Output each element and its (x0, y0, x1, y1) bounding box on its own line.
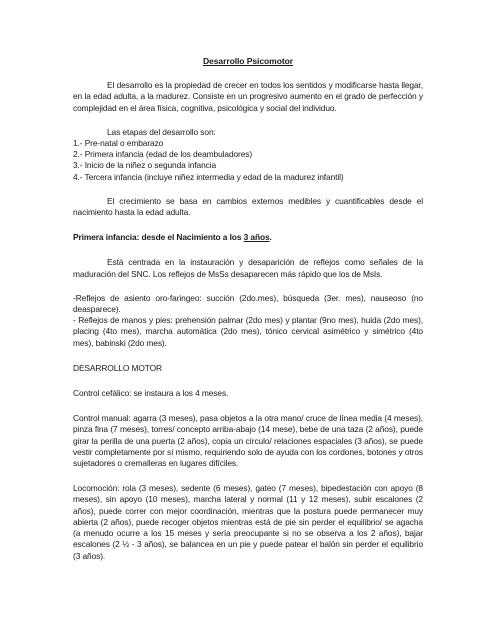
section-heading-prefix: Primera infancia: desde el Nacimiento a los (73, 232, 244, 243)
cephalic-paragraph: Control cefálico: se instaura a los 4 meses. (73, 388, 229, 399)
section1-paragraph: Está centrada en la instauración y desaparición de reflejos como señales de la maduración del SNC. Los reflejos de MsSs desaparecen más rápido que los de MsIs. (73, 257, 423, 279)
section-heading-primera-infancia (73, 232, 423, 243)
reflexes-manos-pies: - Reflejos de manos y pies: prehensión palmar (2do mes) y plantar (9no mes), huida (2do mes), placing (4to mes), marcha automática (2do mes), tónico cervical asimétrico y simétrico (4to mes), babinski (2do mes). (73, 315, 423, 348)
stages-heading: Las etapas del desarrollo son: (107, 126, 216, 137)
section-heading-suffix: . (269, 232, 272, 243)
list-item: 4.- Tercera infancia (incluye niñez intermedia y edad de la madurez infantil) (73, 171, 344, 182)
document-title: Desarrollo Psicomotor (202, 56, 294, 66)
stages-list (73, 138, 423, 183)
list-item: 3.- Inicio de la niñez o segunda infancia (73, 160, 217, 171)
document-page (73, 56, 423, 562)
manual-paragraph: Control manual: agarra (3 meses), pasa objetos a la otra mano/ cruce de línea media (4 meses), pinza fina (7 meses), torres/ concepto arriba-abajo (14 mese), bebe de una taza (2 años), puede girar la perilla de una puerta (2 años), copia un círculo/ relaciones espaciales (3 años), se puede vestir completamente por sí mismo, requiriendo solo de ayuda con los cordones, botones y otros sujetadores o cremalleras en lugares difíciles. (73, 413, 423, 469)
motor-heading: DESARROLLO MOTOR (73, 362, 162, 373)
locomotion-paragraph: Locomoción: rola (3 meses), sedente (6 meses), gateo (7 meses), bipedestación con apoyo (8 meses), sin apoyo (10 meses), marcha lateral y normal (11 y 12 meses), subir escalones (2 años), puede correr con mejor coordinación, mientras que la postura puede permanecer muy abierta (2 años), puede recoger objetos mientras está de pie sin perder el equilibrio/ se agacha (a menudo ocurre a los 15 meses y sería preocupante si no se observa a los 2 años), bajar escalones (2 ½ - 3 años), se balancea en un pie y puede patear el balón sin perder el equilibrio (3 años). (73, 483, 423, 561)
growth-paragraph: El crecimiento se basa en cambios externos medibles y cuantificables desde el nacimiento hasta la edad adulta. (73, 195, 423, 218)
list-item: 2.- Primera infancia (edad de los deambuladores) (73, 149, 253, 160)
intro-paragraph: El desarrollo es la propiedad de crecer en todos los sentidos y modificarse hasta llegar, en la edad adulta, a la madurez. Consiste en un progresivo aumento en el grado de perfección y complejidad en el área física, cognitiva, psicológica y social del individuo. (73, 80, 423, 113)
list-item: 1.- Pre-natal o embarazo (73, 138, 164, 149)
reflexes-oro-faringeo: -Reflejos de asiento oro-faringeo: succión (2do.mes), búsqueda (3er. mes), nauseoso (no deasparece). (73, 292, 423, 315)
section-heading-underlined: 3 años (243, 232, 270, 243)
